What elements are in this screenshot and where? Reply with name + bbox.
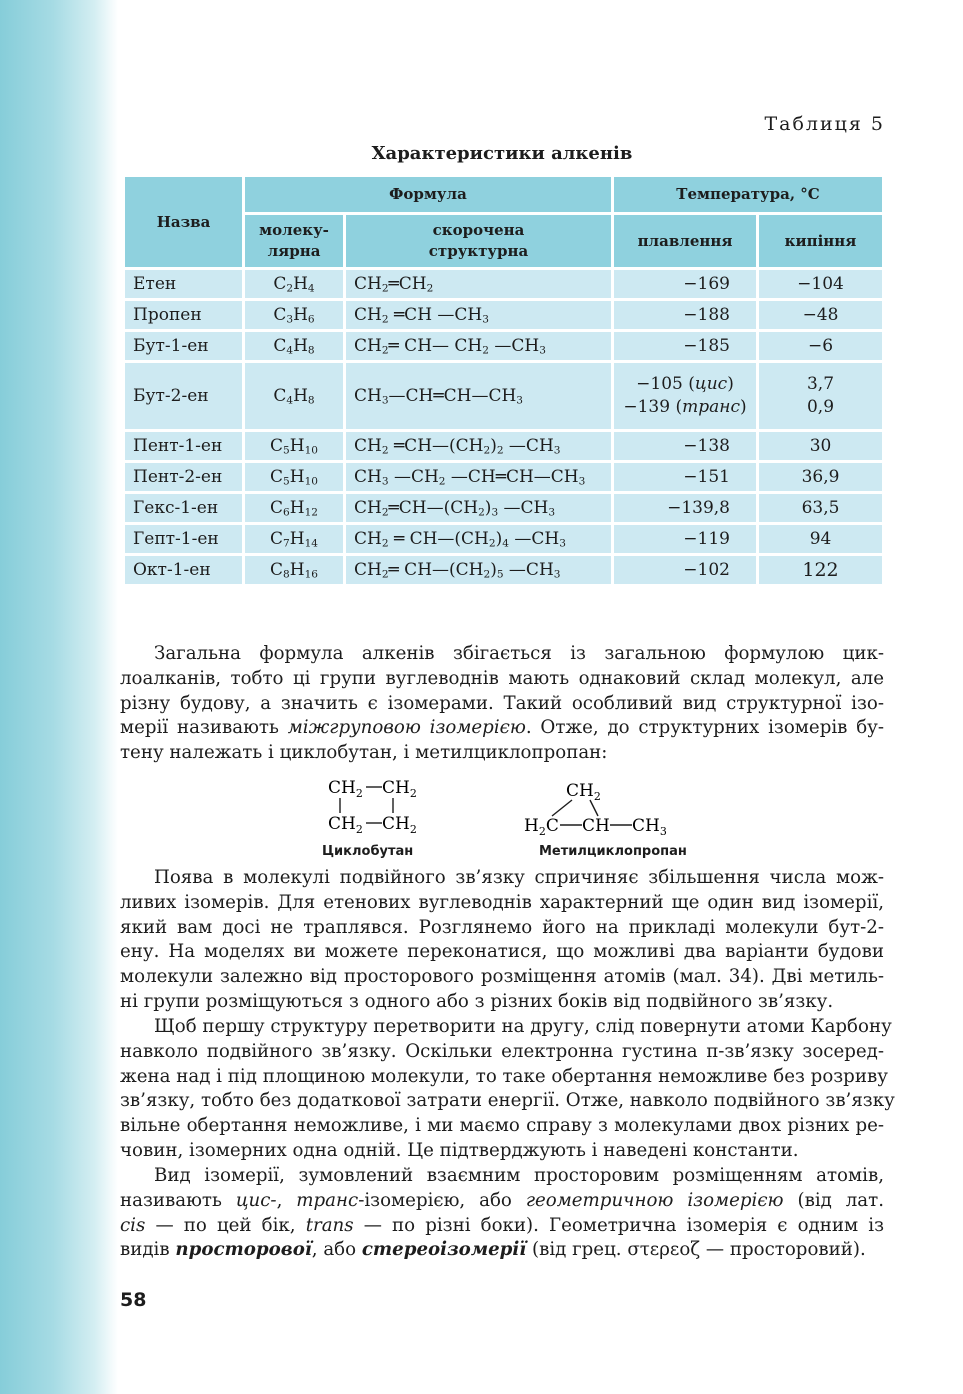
cell-boiling-point: −104 [758, 269, 884, 300]
table-row [124, 462, 884, 493]
side-color-band [0, 0, 118, 1394]
cell-molecular-formula: $C_6H_{12}$ [244, 493, 345, 524]
cyclobutane-formula-drawing [320, 775, 430, 845]
cell-structural-formula: $CH_3$ $—CH_2$ $—CH═CH—CH_3$ [345, 462, 613, 493]
cell-name: Етен [124, 269, 244, 300]
cell-structural-formula: $CH_3—CH═CH—CH_3$ [345, 362, 613, 431]
cell-name: Гепт-1-ен [124, 524, 244, 555]
header-melting: плавлення [613, 214, 758, 269]
header-boiling: кипіння [758, 214, 884, 269]
methylcyclopropane-formula-drawing [522, 778, 702, 844]
cell-melting-point: −139,8 [613, 493, 758, 524]
alkenes-table [122, 174, 885, 587]
cell-boiling-point: 30 [758, 431, 884, 462]
cell-structural-formula: $CH_2═$ CH— $CH_2$ $—CH_3$ [345, 331, 613, 362]
methylcyclopropane-label: Метилциклопропан [539, 844, 687, 859]
table-number: Таблиця 5 [764, 113, 885, 135]
cell-boiling-point: 122 [758, 555, 884, 586]
cell-structural-formula: $CH_2═CH—(CH_2)_3$ $—CH_3$ [345, 493, 613, 524]
cell-name: Окт-1-ен [124, 555, 244, 586]
cell-name: Бут-1-ен [124, 331, 244, 362]
header-structural: скорочена структурна [345, 214, 613, 269]
paragraph-geometric-isomerism: Вид ізомерії, зумовлений взаємним просторовим розміщенням атомів, називають цис-, транс-ізомерією, або геометричною ізомерією (від лат. cis — по цей бік, trans — по різні боки). Геометрична ізомерія є одним із видів просторової, або стереоізомерії (від грец. στερεοζ — просторовий). [120, 1165, 884, 1261]
cell-molecular-formula: $C_7H_{14}$ [244, 524, 345, 555]
svg-text:CH: CH [582, 816, 610, 836]
svg-text:CH2: $CH_2$ [328, 814, 363, 836]
cell-name: Бут-2-ен [124, 362, 244, 431]
table-row [124, 524, 884, 555]
cell-molecular-formula: $C_4H_8$ [244, 362, 345, 431]
cell-boiling-point: 3,7 0,9 [758, 362, 884, 431]
header-formula: Формула [244, 176, 613, 214]
cell-structural-formula: $CH_2$ ═ $CH—(CH_2)_4$ $—CH_3$ [345, 524, 613, 555]
header-name: Назва [124, 176, 244, 269]
cell-structural-formula: $CH_2$ ═CH $—CH_3$ [345, 300, 613, 331]
cell-melting-point: −119 [613, 524, 758, 555]
cell-boiling-point: 36,9 [758, 462, 884, 493]
cell-molecular-formula: $C_8H_{16}$ [244, 555, 345, 586]
cell-melting-point: −188 [613, 300, 758, 331]
cyclobutane-structure [320, 775, 430, 865]
svg-text:CH2: $CH_2$ [566, 781, 601, 803]
cell-boiling-point: −6 [758, 331, 884, 362]
cell-melting-point: −185 [613, 331, 758, 362]
cell-name: Пропен [124, 300, 244, 331]
cell-molecular-formula: $C_3H_6$ [244, 300, 345, 331]
cell-molecular-formula: $C_5H_{10}$ [244, 462, 345, 493]
cell-boiling-point: 63,5 [758, 493, 884, 524]
paragraph-rotation: Щоб першу структуру перетворити на другу, слід повернути атоми Карбону навколо подвійного зв’язку. Оскільки електронна густина π-зв’язку зосеред- жена над і під площиною молекули, то таке обертання неможливе без розриву зв’язку, тобто без додаткової затрати енергії. Отже, навколо подвійного зв’язку вільне обертання неможливе, і ми маємо справу з молекулами двох різних ре- човин, ізомерних одна одній. Це підтверджують і наведені константи. [120, 1016, 895, 1161]
svg-text:H2C: $H_2C$ [524, 816, 559, 838]
table-row [124, 331, 884, 362]
table-row [124, 555, 884, 586]
cell-structural-formula: $CH_2$ $═CH—(CH_2)_2$ $—CH_3$ [345, 431, 613, 462]
cell-molecular-formula: $C_5H_{10}$ [244, 431, 345, 462]
cyclobutane-label: Циклобутан [322, 844, 414, 859]
svg-text:CH2: $CH_2$ [328, 778, 363, 800]
cell-molecular-formula: $C_4H_8$ [244, 331, 345, 362]
paragraph-interclass-isomerism: Загальна формула алкенів збігається із загальною формулою цик- лоалканів, тобто ці групи вуглеводнів мають однаковий склад молекул, але різну будову, а значить є ізомерами. Такий особливий вид структурної ізо- мерії називають міжгруповою ізомерією. Отже, до структурних ізомерів бу- тену належать і циклобутан, і метилциклопропан: [120, 643, 884, 764]
cell-boiling-point: −48 [758, 300, 884, 331]
cell-molecular-formula: $C_2H_4$ [244, 269, 345, 300]
cell-melting-point: −102 [613, 555, 758, 586]
table-row [124, 300, 884, 331]
table-row [124, 269, 884, 300]
cell-name: Гекс-1-ен [124, 493, 244, 524]
cell-melting-point: −105 (цис) −139 (транс) [613, 362, 758, 431]
paragraph-double-bond-isomers: Поява в молекулі подвійного зв’язку спричиняє збільшення числа мож- ливих ізомерів. Для етенових вуглеводнів характерний ще один вид ізомерії, який вам досі не траплявся. Розглянемо його на прикладі молекули бут-2- ену. На моделях ви можете переконатися, що можливі два варіанти будови молекули залежно від просторового розміщення атомів (мал. 34). Дві метиль- ні групи розміщуються з одного або з різних боків від подвійного зв’язку. [120, 867, 884, 1012]
cell-melting-point: −138 [613, 431, 758, 462]
methylcyclopropane-structure [522, 778, 702, 868]
svg-text:CH2: $CH_2$ [382, 814, 417, 836]
table-row [124, 362, 884, 431]
table-row [124, 493, 884, 524]
svg-text:CH3: $CH_3$ [632, 816, 667, 838]
header-temperature: Температура, °С [613, 176, 884, 214]
cell-melting-point: −169 [613, 269, 758, 300]
cell-name: Пент-1-ен [124, 431, 244, 462]
cell-boiling-point: 94 [758, 524, 884, 555]
table-row [124, 431, 884, 462]
header-molecular: молеку- лярна [244, 214, 345, 269]
svg-text:CH2: $CH_2$ [382, 778, 417, 800]
cell-structural-formula: $CH_2═CH_2$ [345, 269, 613, 300]
cell-structural-formula: $CH_2═$ $CH—(CH_2)_5$ $—CH_3$ [345, 555, 613, 586]
cell-melting-point: −151 [613, 462, 758, 493]
page-number: 58 [120, 1289, 147, 1311]
table-title: Характеристики алкенів [371, 143, 633, 164]
cell-name: Пент-2-ен [124, 462, 244, 493]
